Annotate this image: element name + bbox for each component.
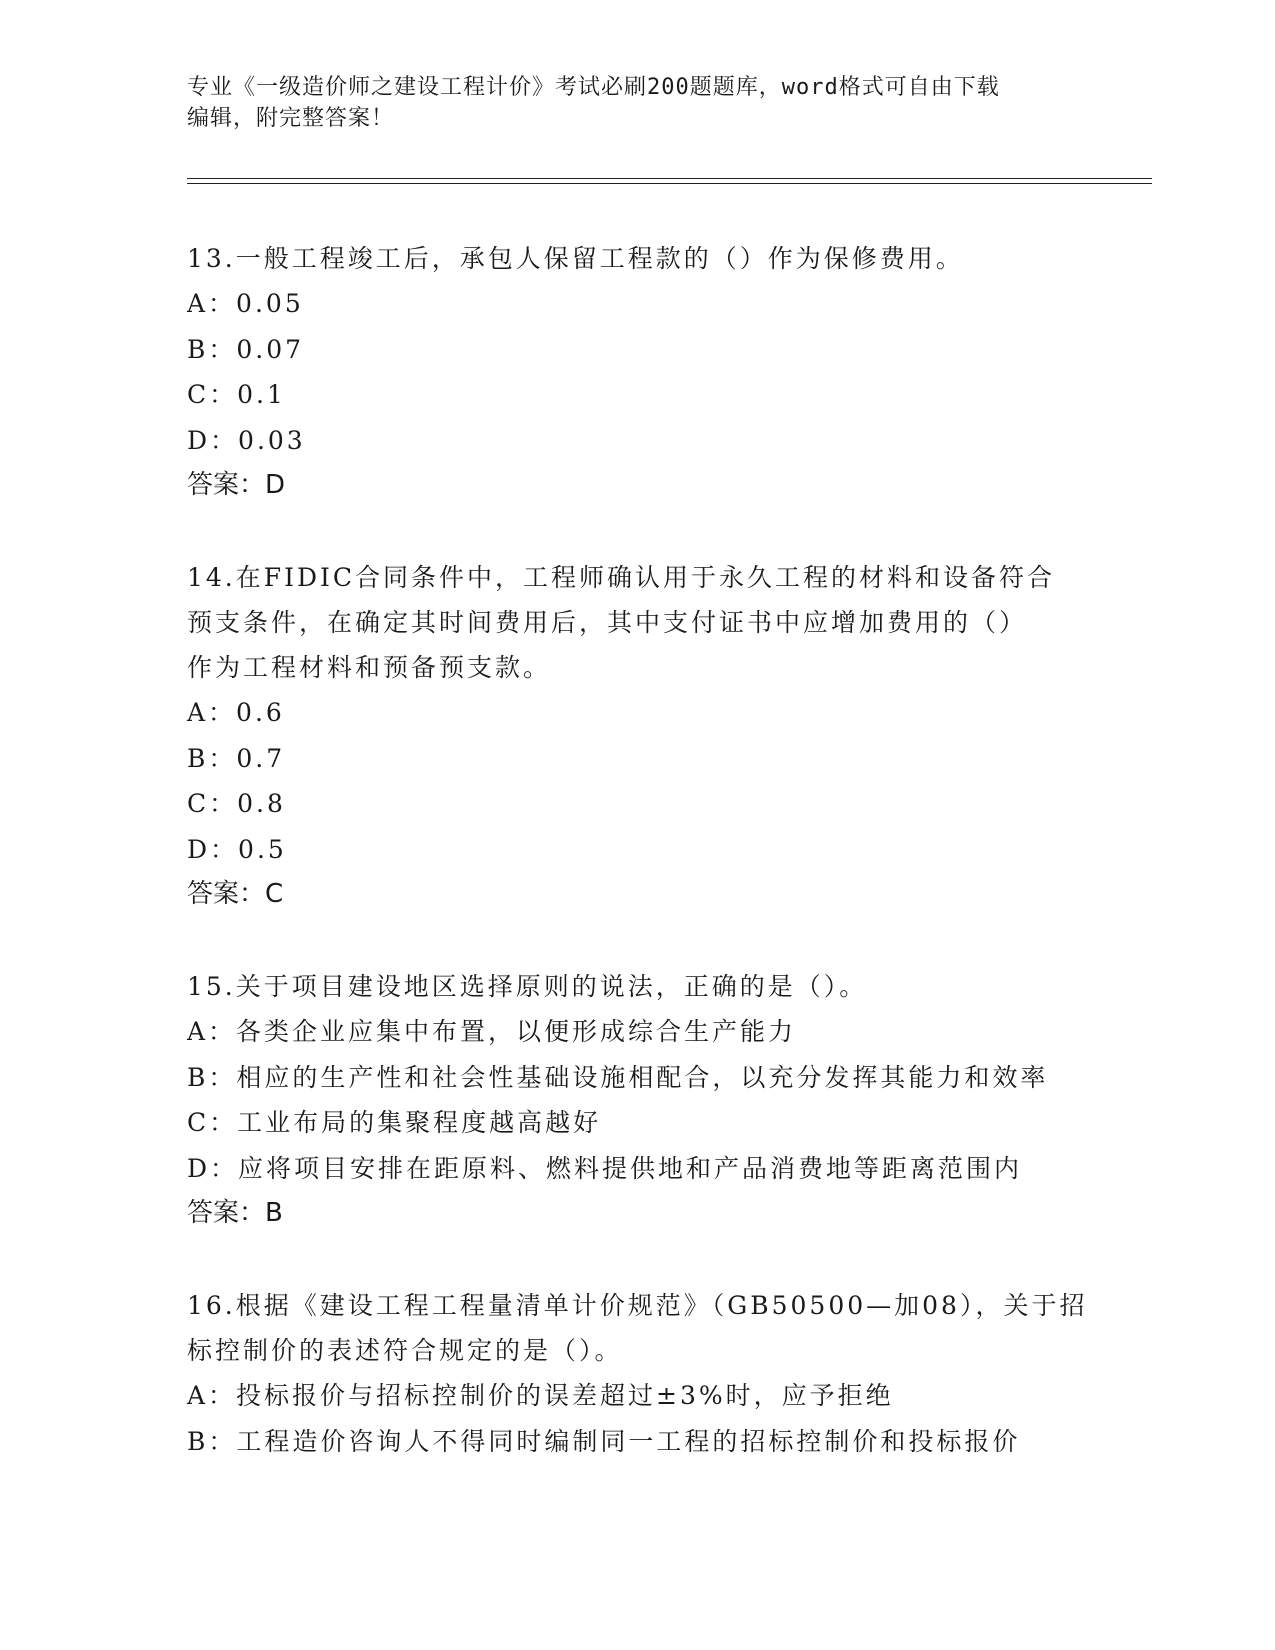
option-a: A：投标报价与招标控制价的误差超过±3%时，应予拒绝: [187, 1381, 894, 1410]
option-b: B：0.7: [187, 743, 286, 773]
option-a: A：0.6: [187, 698, 285, 727]
question-14: [187, 555, 1147, 916]
question-15: [187, 964, 1147, 1235]
option-a: A：各类企业应集中布置，以便形成综合生产能力: [187, 1017, 797, 1046]
question-stem: 作为工程材料和预备预支款。: [187, 653, 552, 682]
header-divider-bottom: [187, 183, 1152, 184]
question-list: [187, 236, 1147, 1464]
document-header: [187, 72, 1087, 134]
option-d: D：0.03: [187, 425, 306, 455]
option-c: C：0.8: [187, 789, 286, 818]
question-13: [187, 236, 1147, 507]
question-stem: 14.在FIDIC合同条件中，工程师确认用于永久工程的材料和设备符合: [187, 563, 1056, 592]
option-d: D：0.5: [187, 834, 287, 864]
option-b: B：工程造价咨询人不得同时编制同一工程的招标控制价和投标报价: [187, 1426, 1021, 1456]
answer: 答案：B: [187, 1198, 283, 1228]
option-c: C：工业布局的集聚程度越高越好: [187, 1108, 602, 1137]
header-line-2: 编辑，附完整答案！: [187, 106, 395, 131]
option-b: B：0.07: [187, 334, 305, 364]
question-stem: 预支条件，在确定其时间费用后，其中支付证书中应增加费用的（）: [187, 608, 1028, 637]
question-stem: 13.一般工程竣工后，承包人保留工程款的（）作为保修费用。: [187, 244, 964, 273]
option-c: C：0.1: [187, 380, 286, 409]
question-stem: 标控制价的表述符合规定的是（）。: [187, 1336, 623, 1365]
option-a: A：0.05: [187, 289, 304, 318]
option-d: D：应将项目安排在距原料、燃料提供地和产品消费地等距离范围内: [187, 1153, 1023, 1183]
question-stem: 16.根据《建设工程工程量清单计价规范》（GB50500—加08），关于招: [187, 1291, 1088, 1320]
option-b: B：相应的生产性和社会性基础设施相配合，以充分发挥其能力和效率: [187, 1062, 1049, 1092]
header-divider-top: [187, 178, 1152, 179]
question-stem: 15.关于项目建设地区选择原则的说法，正确的是（）。: [187, 972, 868, 1001]
answer: 答案：C: [187, 879, 284, 909]
header-line-1: 专业《一级造价师之建设工程计价》考试必刷200题题库，word格式可自由下载: [187, 75, 1000, 100]
question-16: [187, 1283, 1147, 1464]
answer: 答案：D: [187, 470, 286, 500]
